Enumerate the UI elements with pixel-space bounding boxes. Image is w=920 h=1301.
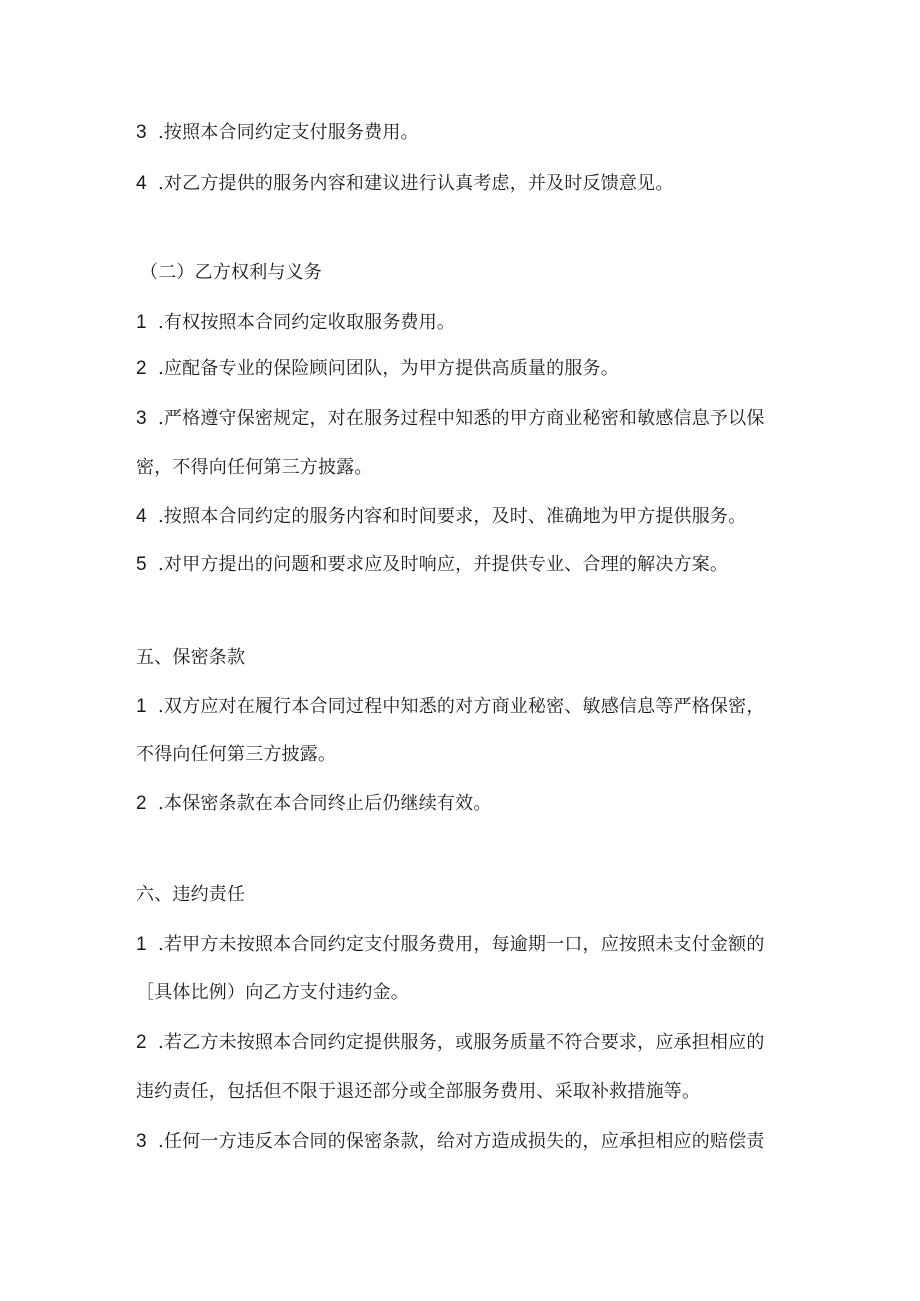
item-number: 4 [136, 173, 147, 194]
list-item [136, 172, 796, 196]
section-heading [136, 883, 796, 907]
item-text: .若甲方未按照本合同约定支付服务费用，每逾期一口，应按照未支付金额的 [158, 934, 765, 955]
heading-text: 五、保密条款 [136, 647, 246, 668]
item-text: .应配备专业的保险顾问团队，为甲方提供高质量的服务。 [158, 358, 619, 379]
list-item-continuation [136, 981, 796, 1005]
item-text: .按照本合同约定的服务内容和时间要求，及时、准确地为甲方提供服务。 [158, 506, 747, 527]
item-number: 3 [136, 122, 147, 143]
list-item-continuation [136, 1080, 796, 1104]
item-text: .本保密条款在本合同终止后仍继续有效。 [158, 793, 492, 814]
item-number: 1 [136, 934, 147, 955]
list-item [136, 357, 796, 381]
heading-text: 六、违约责任 [136, 884, 246, 905]
list-item [136, 407, 796, 431]
item-text: .按照本合同约定支付服务费用。 [158, 122, 419, 143]
item-text: .若乙方未按照本合同约定提供服务，或服务质量不符合要求，应承担相应的 [158, 1032, 765, 1053]
item-number: 5 [136, 554, 147, 575]
item-text: 不得向任何第三方披露。 [136, 744, 337, 765]
list-item [136, 695, 796, 719]
list-item [136, 553, 796, 577]
list-item [136, 311, 796, 335]
list-item [136, 933, 796, 957]
list-item [136, 792, 796, 816]
list-item [136, 1031, 796, 1055]
item-number: 2 [136, 358, 147, 379]
item-text: .双方应对在履行本合同过程中知悉的对方商业秘密、敏感信息等严格保密， [158, 696, 765, 717]
item-text: .对乙方提供的服务内容和建议进行认真考虑，并及时反馈意见。 [158, 173, 674, 194]
item-text: .任何一方违反本合同的保密条款，给对方造成损失的，应承担相应的赔偿责 [158, 1131, 765, 1152]
section-heading [136, 646, 796, 670]
list-item-continuation [136, 743, 796, 767]
item-number: 1 [136, 696, 147, 717]
item-number: 4 [136, 506, 147, 527]
section-subheading [140, 261, 800, 285]
item-text: .严格遵守保密规定，对在服务过程中知悉的甲方商业秘密和敏感信息予以保 [158, 408, 765, 429]
item-text: .有权按照本合同约定收取服务费用。 [158, 312, 456, 333]
list-item [136, 121, 796, 145]
item-text: 违约责任，包括但不限于退还部分或全部服务费用、采取补救措施等。 [136, 1081, 701, 1102]
item-number: 3 [136, 408, 147, 429]
list-item [136, 505, 796, 529]
subheading-text: （二）乙方权利与义务 [140, 262, 322, 283]
list-item-continuation [136, 456, 796, 480]
item-number: 2 [136, 793, 147, 814]
item-text: 密，不得向任何第三方披露。 [136, 457, 373, 478]
item-number: 2 [136, 1032, 147, 1053]
item-text: ［具体比例）向乙方支付违约金。 [136, 982, 409, 1003]
item-number: 3 [136, 1131, 147, 1152]
item-text: .对甲方提出的问题和要求应及时响应，并提供专业、合理的解决方案。 [158, 554, 729, 575]
item-number: 1 [136, 312, 147, 333]
list-item [136, 1130, 796, 1154]
